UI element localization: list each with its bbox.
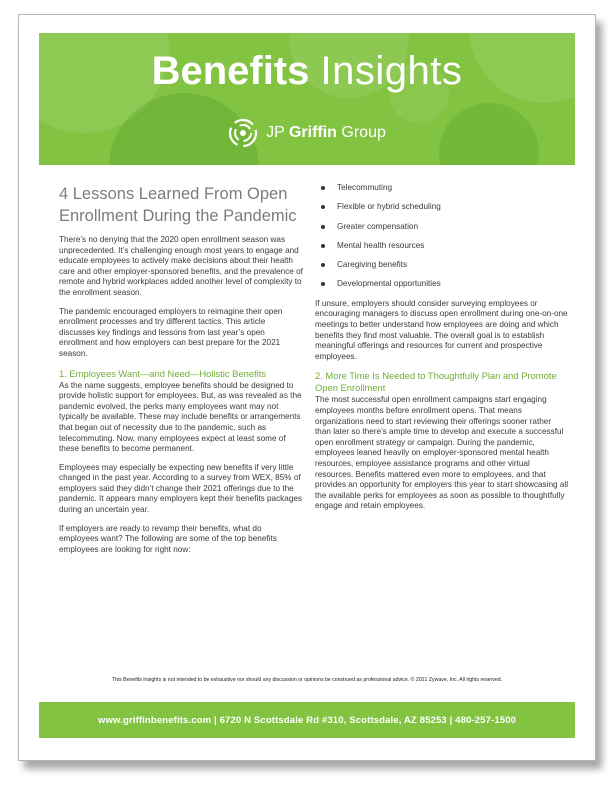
left-column xyxy=(59,183,303,563)
section-1-paragraph-3: If employers are ready to revamp their benefits, what do employees want? The following are some of the top benefits employees are looking for right now: xyxy=(59,523,277,554)
article-title: 4 Lessons Learned From Open Enrollment During the Pandemic xyxy=(59,185,297,225)
list-item: Flexible or hybrid scheduling xyxy=(315,202,569,212)
company-name-part-bold: Griffin xyxy=(288,124,337,141)
list-item: Caregiving benefits xyxy=(315,260,569,270)
intro-paragraph-1: There’s no denying that the 2020 open enrollment season was unprecedented. It’s challenging enough most years to engage and educate employees to actively make decisions about their health care and other employer-sponsored benefits, and the prevalence of remote and hybrid workplaces added another level of complexity to the enrollment season. xyxy=(59,235,303,297)
list-item: Developmental opportunities xyxy=(315,279,569,289)
newsletter-title-light: Insights xyxy=(320,49,463,93)
right-column xyxy=(315,183,569,520)
benefits-bullet-list xyxy=(315,183,569,289)
newsletter-title xyxy=(39,47,575,95)
company-name-part: JP xyxy=(266,124,285,141)
legal-disclaimer: This Benefits Insights is not intended to be exhaustive nor should any discussion or opinions be construed as professional advice. © 2021 Zywave, Inc. All rights reserved. xyxy=(111,677,503,683)
header-banner xyxy=(39,33,575,165)
section-2-paragraph-1: The most successful open enrollment campaigns start engaging employees months before enrollment opens. That means organizations need to start reviewing their offerings sooner rather than later so there’s ample time to develop and execute a successful open enrollment strategy or campaign. During the pandemic, employees leaned heavily on employer-sponsored mental health resources, employee assistance programs and other virtual resources. Benefits mattered even more to employees, and that provides an opportunity for employers this year to start showcasing all the available perks for employees as soon as possible to thoughtfully engage and retain employees. xyxy=(315,395,569,511)
newsletter-title-bold: Benefits xyxy=(151,49,310,93)
intro-paragraph-2: The pandemic encouraged employers to reimagine their open enrollment processes and try different tactics. This article discusses key findings and lessons from last year’s open enrollment and how employers can best prepare for the 2021 season. xyxy=(59,306,283,358)
list-item: Greater compensation xyxy=(315,222,569,232)
swirl-logo-icon xyxy=(228,118,258,148)
footer-contact-info: www.griffinbenefits.com | 6720 N Scottsdale Rd #310, Scottsdale, AZ 85253 | 480-257-1500 xyxy=(97,714,517,726)
section-1-paragraph-4: If unsure, employers should consider surveying employees or encouraging managers to discuss open enrollment during one-on-one meetings to better understand how employees are doing and which benefits they find most valuable. The overall goal is to establish meaningful offerings and resources for current and prospective employees. xyxy=(315,298,568,361)
section-2-heading: 2. More Time Is Needed to Thoughtfully Plan and Promote Open Enrollment xyxy=(315,370,557,394)
list-item: Telecommuting xyxy=(315,183,569,193)
company-name-suffix: Group xyxy=(341,124,386,141)
section-1-paragraph-2: Employees may especially be expecting new benefits if very little changed in the past year. According to a survey from WEX, 85% of employers said they didn’t change their 2021 offerings due to the pandemic. It appears many employers kept their benefits packages during an uncertain year. xyxy=(59,462,303,515)
company-logo xyxy=(39,118,575,148)
company-name xyxy=(266,124,386,142)
document-page xyxy=(18,14,596,761)
section-1-heading: 1. Employees Want—and Need—Holistic Benefits xyxy=(59,367,267,379)
list-item: Mental health resources xyxy=(315,241,569,251)
footer-bar xyxy=(39,702,575,738)
section-1-paragraph-1: As the name suggests, employee benefits should be designed to provide holistic support for employees. But, as was revealed as the pandemic evolved, the perks many employees want may not typically be available. These may include benefits or arrangements that began out of necessity due to the pandemic, such as telecommuting. Now, many employees expect at least some of these benefits to become permanent. xyxy=(59,380,302,454)
